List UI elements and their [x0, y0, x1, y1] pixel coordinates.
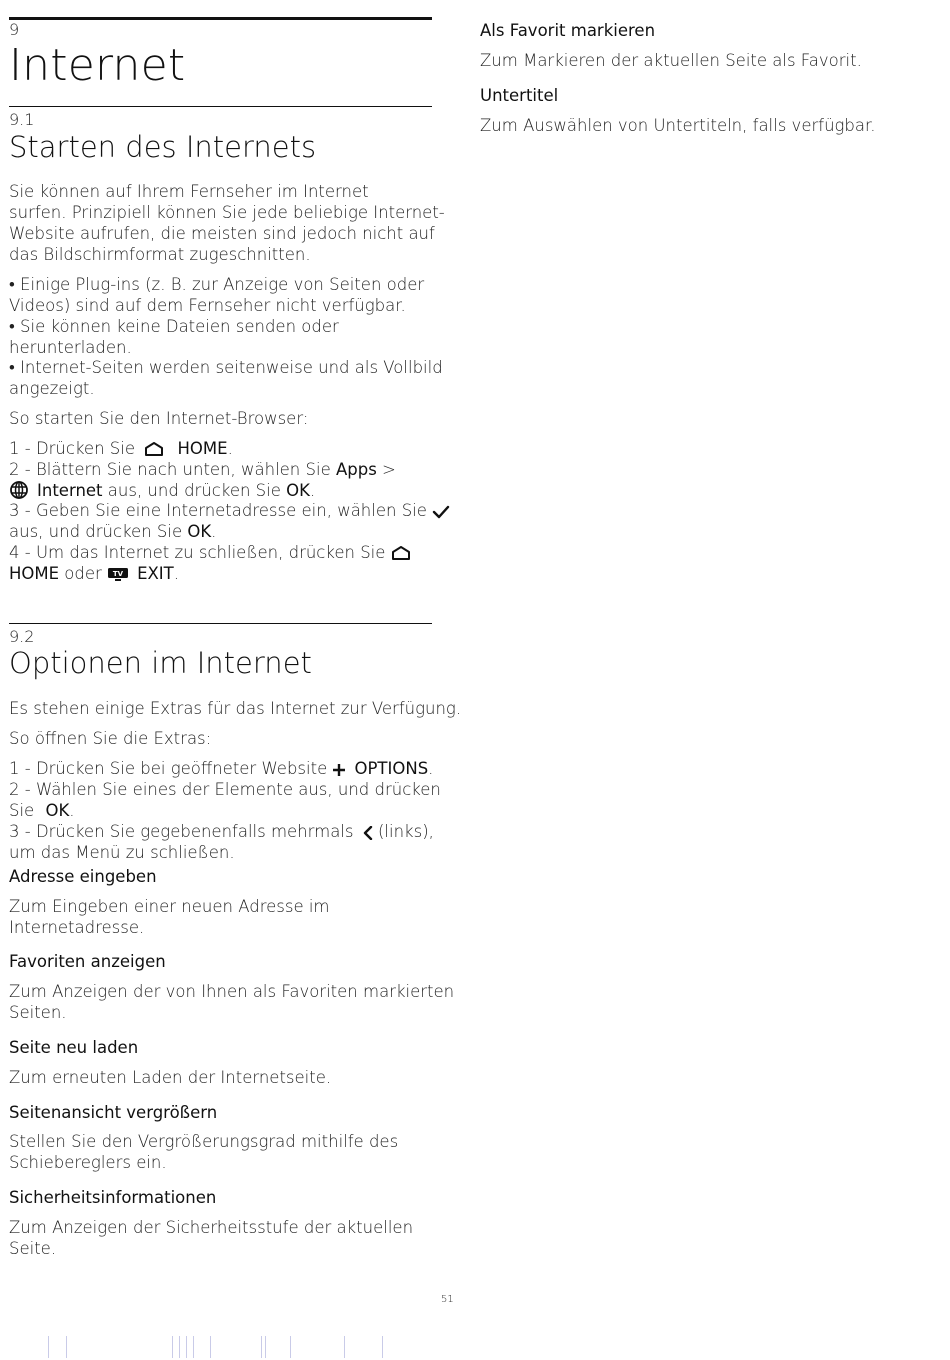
bullet-line: angezeigt.: [9, 379, 95, 398]
chapter-number: 9: [9, 20, 20, 39]
option-title: Sicherheitsinformationen: [9, 1188, 217, 1207]
option-desc: Zum Eingeben einer neuen Adresse im: [9, 897, 330, 916]
chapter-title: Internet: [9, 40, 186, 91]
step-text: 2 - Blättern Sie nach unten, wählen Sie: [9, 460, 336, 479]
step-4-cont: [9, 564, 179, 588]
step-text: .: [309, 481, 316, 500]
key-home: HOME: [177, 439, 228, 458]
key-exit: EXIT: [137, 564, 174, 583]
option-title: Seitenansicht vergrößern: [9, 1103, 218, 1122]
step-text: .: [211, 522, 217, 541]
step-text: 4 - Um das Internet zu schließen, drücken Sie: [9, 543, 391, 562]
option-title: Favoriten anzeigen: [9, 952, 166, 971]
option-desc: Schiebereglers ein.: [9, 1153, 167, 1172]
step-2: 2 - Wählen Sie eines der Elemente aus, und drücken: [9, 780, 441, 799]
option-desc: Zum Anzeigen der Sicherheitsstufe der aktuellen: [9, 1218, 414, 1237]
tv-icon: [107, 567, 129, 588]
intro-line: surfen. Prinzipiell können Sie jede beliebige Internet-: [9, 203, 445, 222]
checkmark-icon: [432, 504, 450, 525]
section-rule: [9, 106, 432, 107]
step-text: Sie: [9, 801, 40, 820]
step-text: aus, und drücken Sie: [102, 481, 287, 500]
step-text: .: [428, 759, 434, 778]
option-title: Seite neu laden: [9, 1038, 139, 1057]
step-2-cont: [9, 801, 75, 822]
key-options: OPTIONS: [354, 759, 429, 778]
option-title: Untertitel: [480, 86, 559, 105]
step-text: >: [376, 460, 396, 479]
option-desc: Zum Markieren der aktuellen Seite als Favorit.: [480, 51, 862, 70]
footer-marks: [0, 1336, 950, 1358]
intro-line: Website aufrufen, die meisten sind jedoch nicht auf: [9, 224, 435, 243]
chapter-rule: [9, 17, 432, 20]
step-text: 1 - Drücken Sie bei geöffneter Website: [9, 759, 333, 778]
intro-text: Es stehen einige Extras für das Internet zur Verfügung.: [9, 699, 462, 718]
bullet-line: • Sie können keine Dateien senden oder: [9, 317, 339, 336]
bullet-line: • Einige Plug-ins (z. B. zur Anzeige von Seiten oder: [9, 275, 425, 294]
chevron-left-icon: [363, 825, 373, 846]
step-text: 1 - Drücken Sie: [9, 439, 141, 458]
option-desc: Internetadresse.: [9, 918, 145, 937]
key-internet: Internet: [37, 481, 103, 500]
lead-text: So öffnen Sie die Extras:: [9, 729, 212, 748]
step-text: oder: [59, 564, 108, 583]
option-title: Als Favorit markieren: [480, 21, 656, 40]
option-desc: Seite.: [9, 1239, 57, 1258]
option-desc: Zum erneuten Laden der Internetseite.: [9, 1068, 332, 1087]
step-text: aus, und drücken Sie: [9, 522, 188, 541]
key-ok: OK: [45, 801, 70, 820]
step-text: (links),: [372, 822, 434, 841]
section-number: 9.2: [9, 627, 35, 646]
key-apps: Apps: [335, 460, 377, 479]
step-text: .: [173, 564, 179, 583]
section-number: 9.1: [9, 110, 35, 129]
lead-text: So starten Sie den Internet-Browser:: [9, 409, 309, 428]
option-desc: Zum Anzeigen der von Ihnen als Favoriten markierten: [9, 982, 455, 1001]
intro-line: das Bildschirmformat zugeschnitten.: [9, 245, 311, 264]
step-2: [9, 460, 396, 481]
step-3-cont: [9, 522, 216, 543]
page-number: 51: [441, 1294, 454, 1305]
bullet-line: Videos) sind auf dem Fernseher nicht verfügbar.: [9, 296, 406, 315]
intro-line: Sie können auf Ihrem Fernseher im Internet: [9, 182, 369, 201]
bullet-line: herunterladen.: [9, 338, 132, 357]
option-title: Adresse eingeben: [9, 867, 157, 886]
key-ok: OK: [286, 481, 310, 500]
step-3-cont: um das Menü zu schließen.: [9, 843, 235, 862]
key-ok: OK: [187, 522, 212, 541]
option-desc: Stellen Sie den Vergrößerungsgrad mithilfe des: [9, 1132, 399, 1151]
key-home: HOME: [9, 564, 60, 583]
bullet-line: • Internet-Seiten werden seitenweise und als Vollbild: [9, 358, 443, 377]
section-rule: [9, 623, 432, 624]
option-desc: Seiten.: [9, 1003, 67, 1022]
home-icon: [391, 545, 411, 567]
option-desc: Zum Auswählen von Untertiteln, falls verfügbar.: [480, 116, 876, 135]
svg-text:TV: TV: [112, 570, 124, 578]
section-title: Optionen im Internet: [9, 646, 312, 680]
step-text: .: [227, 439, 233, 458]
section-title: Starten des Internets: [9, 130, 317, 164]
step-text: 3 - Geben Sie eine Internetadresse ein, wählen Sie: [9, 501, 433, 520]
step-text: .: [69, 801, 75, 820]
step-text: 3 - Drücken Sie gegebenenfalls mehrmals: [9, 822, 359, 841]
